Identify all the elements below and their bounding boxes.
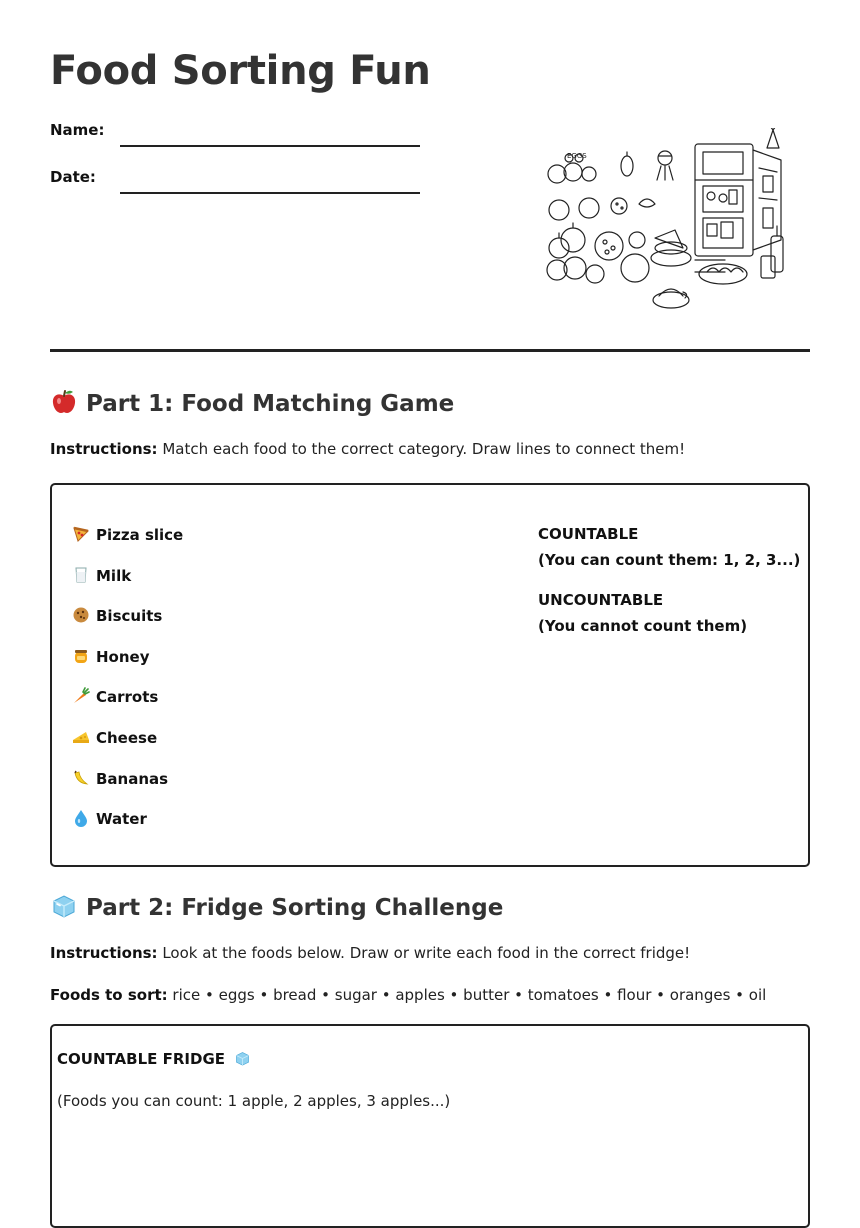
category-countable [538,521,800,573]
food-item-bananas [72,769,168,788]
part2-instructions [50,944,690,962]
food-item-cheese [72,728,157,747]
food-label: Bananas [96,770,169,788]
food-item-carrots [72,687,158,706]
part2-heading [50,892,503,921]
matching-game-box [50,483,810,867]
category-subtitle: (You can count them: 1, 2, 3...) [538,551,801,569]
food-label: Milk [96,567,132,585]
food-item-water [72,809,147,828]
food-label: Water [96,810,147,828]
food-fridge-clipart [545,128,795,314]
food-item-pizza [72,525,183,544]
name-blank-line [120,145,420,147]
food-label: Pizza slice [96,526,184,544]
water-drop-icon [72,809,90,827]
apple-icon [50,388,78,416]
food-item-honey [72,647,150,666]
food-item-biscuits [72,606,162,625]
header-divider [50,349,810,352]
food-label: Biscuits [96,607,163,625]
countable-fridge-title [57,1050,251,1068]
foods-to-sort-label: Foods to sort: [50,986,168,1004]
part2-instructions-label: Instructions: [50,944,158,962]
fridge-title-text: COUNTABLE FRIDGE [57,1050,226,1068]
page-title: Food Sorting Fun [50,48,431,94]
food-label: Carrots [96,688,159,706]
countable-fridge-note: (Foods you can count: 1 apple, 2 apples, 3 apples...) [57,1092,451,1110]
food-label: Cheese [96,729,158,747]
countable-fridge-box [50,1024,810,1228]
name-label: Name: [50,121,105,139]
cheese-icon [72,728,90,746]
ice-cube-icon [50,892,78,920]
carrot-icon [72,687,90,705]
pizza-icon [72,525,90,543]
date-label: Date: [50,168,96,186]
foods-to-sort-list: rice • eggs • bread • sugar • apples • butter • tomatoes • flour • oranges • oil [167,986,767,1004]
banana-icon [72,769,90,787]
part2-instructions-text: Look at the foods below. Draw or write each food in the correct fridge! [157,944,691,962]
eggs-label: EGGS [567,152,587,160]
category-uncountable [538,587,747,639]
food-label: Honey [96,648,150,666]
food-item-milk [72,566,131,585]
milk-glass-icon [72,566,90,584]
part1-instructions-text: Match each food to the correct category. Draw lines to connect them! [157,440,686,458]
part2-heading-text: Part 2: Fridge Sorting Challenge [86,895,504,921]
part1-instructions-label: Instructions: [50,440,158,458]
cookie-icon [72,606,90,624]
foods-to-sort [50,986,766,1004]
part1-heading-text: Part 1: Food Matching Game [86,391,455,417]
category-title: COUNTABLE [538,525,639,543]
part1-heading [50,388,454,417]
ice-cube-icon [234,1050,251,1067]
honey-pot-icon [72,647,90,665]
part1-instructions [50,440,685,458]
category-title: UNCOUNTABLE [538,591,664,609]
category-subtitle: (You cannot count them) [538,617,748,635]
fridge-body [695,144,753,256]
date-blank-line [120,192,420,194]
